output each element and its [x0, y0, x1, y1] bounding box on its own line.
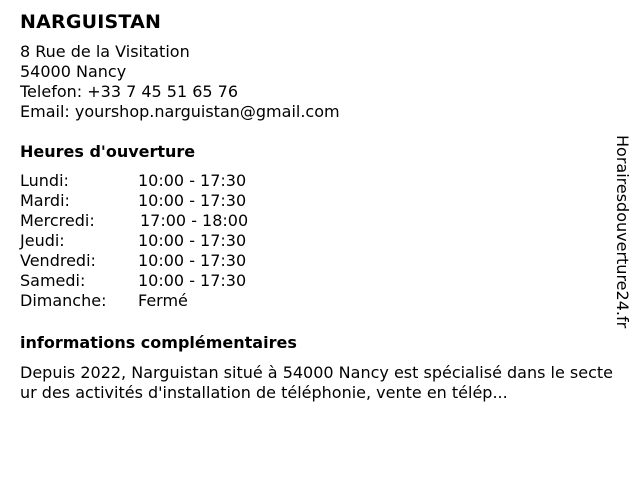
- additional-info-text: Depuis 2022, Narguistan situé à 54000 Nancy est spécialisé dans le secteur des activités d'installation de téléphonie, vente en télép...: [20, 363, 614, 402]
- hours-day: Mercredi:: [20, 211, 95, 230]
- shop-name: NARGUISTAN: [20, 11, 162, 33]
- hours-time: 10:00 - 17:30: [138, 231, 247, 250]
- hours-row-friday: [20, 251, 620, 271]
- hours-day: Vendredi:: [20, 251, 96, 270]
- shop-email[interactable]: Email: yourshop.narguistan@gmail.com: [20, 102, 340, 121]
- hours-time: 10:00 - 17:30: [138, 171, 247, 190]
- opening-hours-table: [20, 171, 620, 311]
- hours-time: Fermé: [138, 291, 188, 310]
- hours-time: 10:00 - 17:30: [138, 251, 247, 270]
- hours-row-sunday: [20, 291, 620, 311]
- hours-row-wednesday: [20, 211, 620, 231]
- hours-day: Dimanche:: [20, 291, 107, 310]
- hours-time: 10:00 - 17:30: [138, 191, 247, 210]
- hours-row-saturday: [20, 271, 620, 291]
- hours-day: Samedi:: [20, 271, 86, 290]
- hours-day: Jeudi:: [20, 231, 65, 250]
- shop-card: [20, 10, 620, 403]
- shop-street: 8 Rue de la Visitation: [20, 42, 190, 61]
- shop-city: 54000 Nancy: [20, 62, 127, 81]
- opening-hours-title: Heures d'ouverture: [20, 142, 196, 161]
- site-watermark: Horairesdouverture24.fr: [613, 135, 632, 329]
- hours-day: Lundi:: [20, 171, 69, 190]
- shop-phone[interactable]: Telefon: +33 7 45 51 65 76: [20, 82, 239, 101]
- hours-row-monday: [20, 171, 620, 191]
- additional-info-title: informations complémentaires: [20, 333, 297, 352]
- hours-row-tuesday: [20, 191, 620, 211]
- hours-day: Mardi:: [20, 191, 70, 210]
- hours-time: 17:00 - 18:00: [140, 211, 249, 230]
- hours-row-thursday: [20, 231, 620, 251]
- hours-time: 10:00 - 17:30: [138, 271, 247, 290]
